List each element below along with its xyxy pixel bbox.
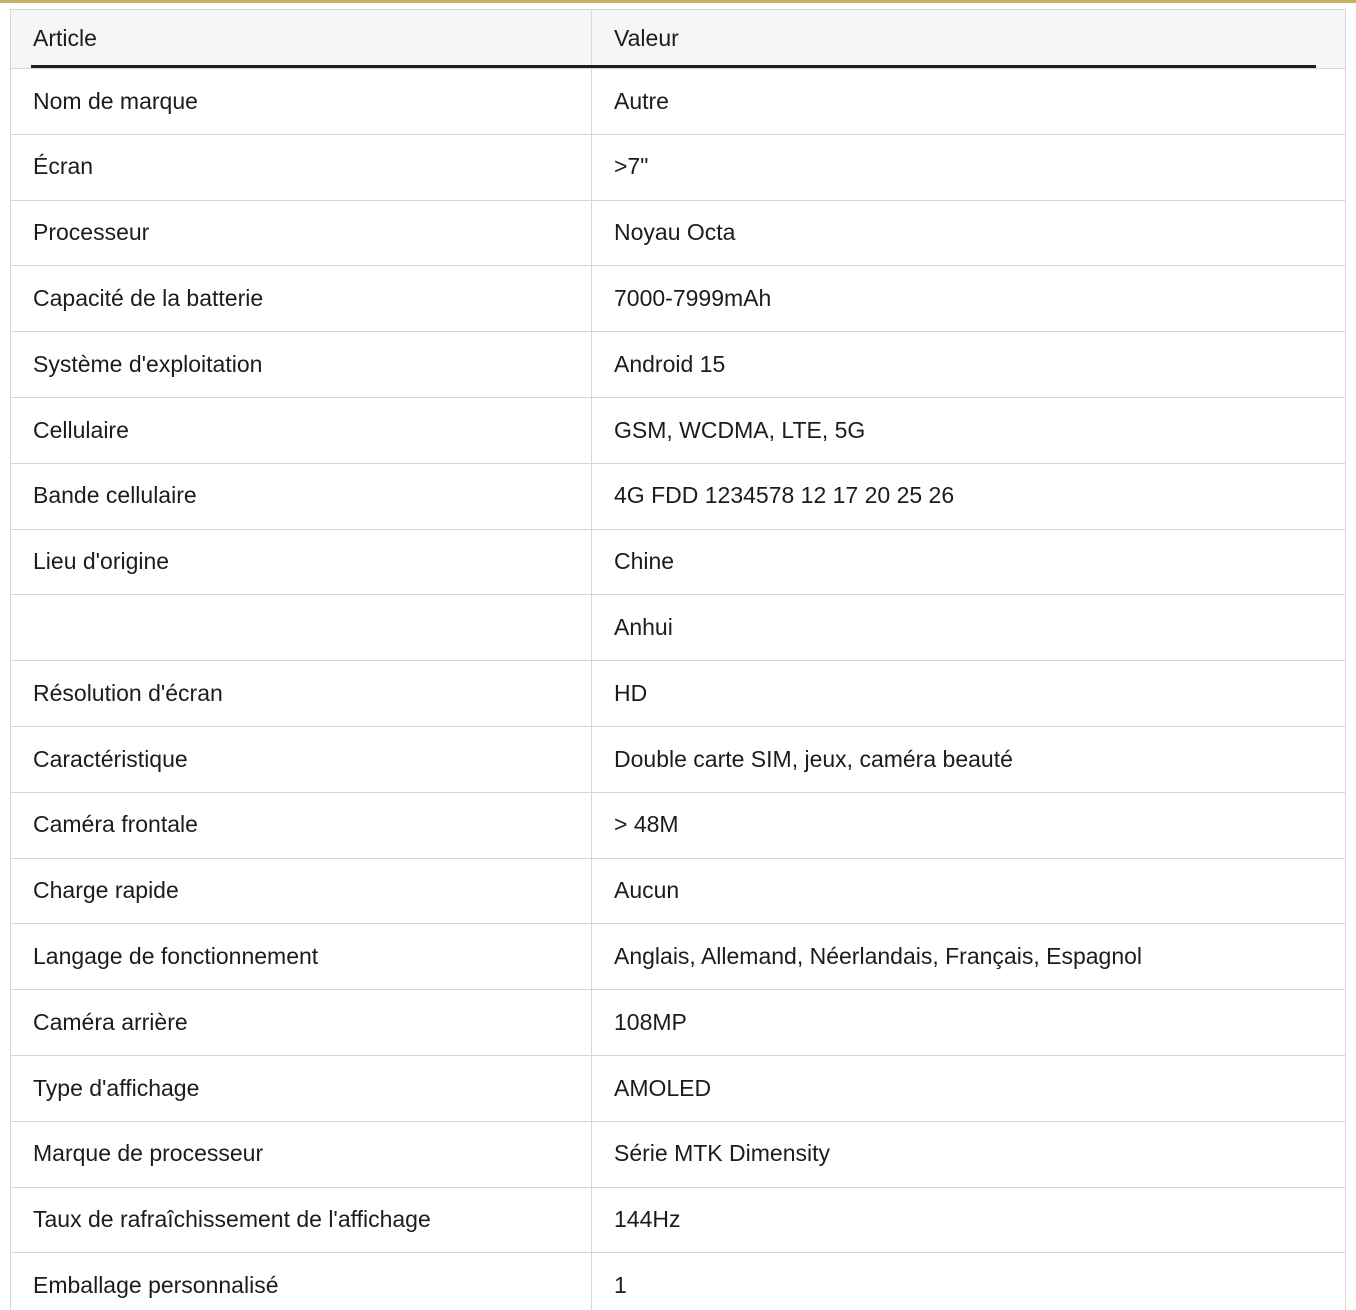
spec-value: Noyau Octa xyxy=(614,219,736,246)
column-header-valeur: Valeur xyxy=(614,25,679,52)
spec-label: Nom de marque xyxy=(11,69,592,134)
spec-label: Cellulaire xyxy=(11,398,592,463)
table-row xyxy=(11,1188,1345,1254)
spec-label: Résolution d'écran xyxy=(11,661,592,726)
table-row xyxy=(11,135,1345,201)
spec-label: Type d'affichage xyxy=(11,1056,592,1121)
spec-label: Écran xyxy=(11,135,592,200)
spec-value: AMOLED xyxy=(614,1074,712,1101)
table-row xyxy=(11,530,1345,596)
table-row xyxy=(11,1056,1345,1122)
spec-value: 144Hz xyxy=(614,1206,681,1233)
table-row xyxy=(11,990,1345,1056)
spec-value: Autre xyxy=(614,87,669,114)
table-body xyxy=(11,69,1345,1310)
table-row xyxy=(11,924,1345,990)
table-row xyxy=(11,595,1345,661)
spec-label: Capacité de la batterie xyxy=(11,266,592,331)
header-underline xyxy=(31,65,1316,68)
spec-value: Chine xyxy=(614,548,675,575)
spec-label: Processeur xyxy=(11,201,592,266)
product-specs-table xyxy=(10,9,1346,1310)
spec-value: > 48M xyxy=(614,811,679,838)
spec-label: Système d'exploitation xyxy=(11,332,592,397)
spec-label: Emballage personnalisé xyxy=(11,1253,592,1310)
table-row xyxy=(11,464,1345,530)
spec-label: Caméra arrière xyxy=(11,990,592,1055)
spec-value: 108MP xyxy=(614,1008,687,1035)
spec-value: GSM, WCDMA, LTE, 5G xyxy=(614,416,866,443)
top-accent-line xyxy=(0,0,1356,3)
spec-value: 4G FDD 1234578 12 17 20 25 26 xyxy=(614,482,955,509)
spec-label: Charge rapide xyxy=(11,859,592,924)
spec-value: Double carte SIM, jeux, caméra beauté xyxy=(614,745,1013,772)
table-row xyxy=(11,266,1345,332)
table-row xyxy=(11,1253,1345,1310)
spec-value: 7000-7999mAh xyxy=(614,284,772,311)
spec-label: Lieu d'origine xyxy=(11,530,592,595)
table-row xyxy=(11,661,1345,727)
table-row xyxy=(11,201,1345,267)
spec-label: Caméra frontale xyxy=(11,793,592,858)
spec-value: Série MTK Dimensity xyxy=(614,1140,830,1167)
spec-value: Android 15 xyxy=(614,350,726,377)
spec-value: >7" xyxy=(614,153,649,180)
spec-label: Bande cellulaire xyxy=(11,464,592,529)
table-row xyxy=(11,69,1345,135)
table-row xyxy=(11,727,1345,793)
spec-label: Langage de fonctionnement xyxy=(11,924,592,989)
spec-label: Caractéristique xyxy=(11,727,592,792)
table-row xyxy=(11,332,1345,398)
table-row xyxy=(11,398,1345,464)
spec-value: Aucun xyxy=(614,877,680,904)
spec-value: 1 xyxy=(614,1271,627,1298)
table-header-row xyxy=(11,10,1345,69)
spec-label xyxy=(11,595,592,660)
spec-label: Taux de rafraîchissement de l'affichage xyxy=(11,1188,592,1253)
column-header-article: Article xyxy=(11,10,592,68)
table-row xyxy=(11,1122,1345,1188)
table-row xyxy=(11,793,1345,859)
spec-value: Anglais, Allemand, Néerlandais, Français, Espagnol xyxy=(614,942,1143,969)
table-row xyxy=(11,859,1345,925)
spec-label: Marque de processeur xyxy=(11,1122,592,1187)
spec-value: HD xyxy=(614,679,648,706)
spec-value: Anhui xyxy=(614,613,673,640)
